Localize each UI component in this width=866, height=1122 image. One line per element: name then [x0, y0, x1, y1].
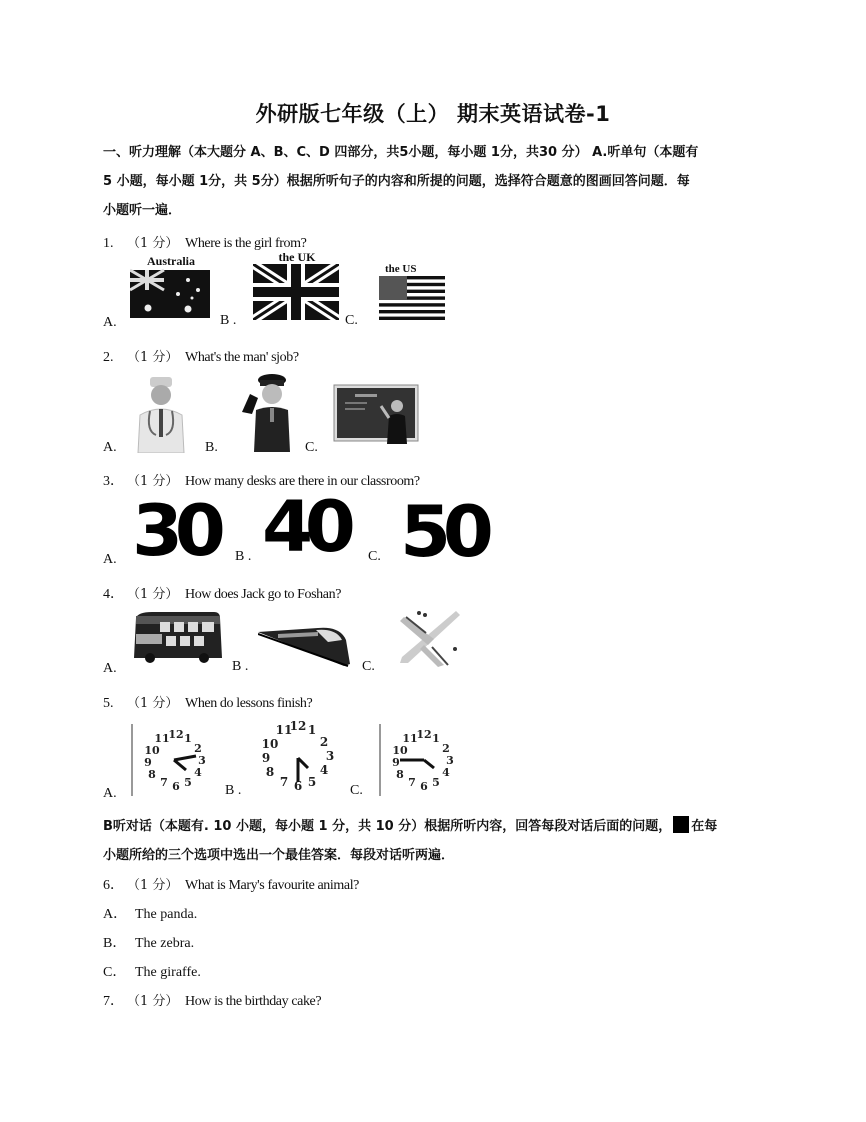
q5-option-c-label[interactable]: C.	[350, 783, 363, 798]
svg-text:8: 8	[396, 768, 404, 781]
us-flag-icon	[379, 276, 445, 320]
uk-flag-icon	[253, 264, 339, 320]
question-3: 3． （1 分） How many desks are there in our classroom?	[103, 474, 420, 489]
svg-text:11: 11	[154, 732, 170, 745]
q1-option-c-label[interactable]: C.	[345, 313, 358, 328]
svg-text:12: 12	[168, 728, 184, 741]
svg-text:9: 9	[261, 751, 271, 765]
section-one-instructions	[103, 138, 773, 225]
svg-text:4: 4	[194, 766, 202, 779]
redaction-block	[673, 816, 689, 833]
svg-text:6: 6	[293, 779, 303, 793]
q4-option-c-label[interactable]: C.	[362, 659, 375, 674]
question-1: 1. （1 分） Where is the girl from?	[103, 236, 307, 251]
policeman-icon	[236, 372, 300, 452]
clock-icon	[378, 720, 464, 798]
clock-icon	[130, 720, 216, 798]
q3-option-a-label[interactable]: A.	[103, 552, 117, 567]
q4-option-a-label[interactable]: A.	[103, 661, 117, 676]
section-b-line-2: 小题所给的三个选项中选出一个最佳答案．每段对话听两遍．	[103, 848, 455, 863]
section-one-line-1: 一、听力理解（本大题分 A、B、C、D 四部分，共5小题，每小题 1分，共30 分） A.听单句（本题有	[103, 145, 699, 160]
svg-text:1: 1	[184, 732, 192, 745]
svg-text:10: 10	[261, 737, 279, 751]
section-one-line-3: 小题听一遍．	[103, 203, 182, 218]
australia-flag-icon	[130, 268, 210, 320]
svg-text:5: 5	[307, 775, 317, 789]
svg-text:11: 11	[402, 732, 418, 745]
svg-text:8: 8	[265, 765, 275, 779]
section-one-line-2: 5 小题，每小题 1分，共 5分）根据所听句子的内容和所提的问题，选择符合题意的图画回答问题．每	[103, 174, 690, 189]
svg-text:1: 1	[432, 732, 440, 745]
svg-text:3: 3	[325, 749, 335, 763]
svg-text:7: 7	[279, 775, 289, 789]
q1-option-a-label[interactable]: A.	[103, 315, 117, 330]
q3-option-b-label[interactable]: B .	[235, 549, 252, 564]
section-b-line-1: B听对话（本题有. 10 小题，每小题 1 分，共 10 分）根据所听内容，回答每段对话后面的问题， 在每	[103, 812, 773, 841]
q5-option-a-label[interactable]: A.	[103, 786, 117, 801]
svg-text:11: 11	[275, 723, 293, 737]
bus-image[interactable]	[132, 610, 224, 664]
plane-icon	[390, 605, 464, 671]
question-5: 5. （1 分） When do lessons finish?	[103, 696, 313, 711]
q6-option-b[interactable]: B． The zebra.	[103, 936, 195, 951]
clock-c-image[interactable]	[378, 720, 464, 798]
q2-option-c-label[interactable]: C.	[305, 440, 318, 455]
svg-text:6: 6	[420, 780, 428, 793]
svg-text:10: 10	[144, 744, 160, 757]
svg-text:12: 12	[289, 719, 307, 733]
svg-text:2: 2	[319, 735, 329, 749]
svg-text:10: 10	[392, 744, 408, 757]
teacher-image[interactable]	[333, 384, 419, 444]
question-6: 6． （1 分） What is Mary's favourite animal?	[103, 878, 359, 893]
number-50-image[interactable]: 50	[399, 491, 486, 573]
number-30-image[interactable]: 30	[131, 490, 218, 572]
q5-option-b-label[interactable]: B .	[225, 783, 242, 798]
q6-option-a[interactable]: A． The panda.	[103, 907, 198, 922]
policeman-image[interactable]	[236, 372, 300, 452]
q2-option-a-label[interactable]: A.	[103, 440, 117, 455]
svg-text:5: 5	[432, 776, 440, 789]
uk-flag-image[interactable]: the UK	[253, 251, 341, 323]
question-7: 7． （1 分） How is the birthday cake?	[103, 994, 322, 1009]
doctor-icon	[130, 375, 192, 453]
q3-option-c-label[interactable]: C.	[368, 549, 381, 564]
q2-option-b-label[interactable]: B.	[205, 440, 218, 455]
q6-option-c[interactable]: C． The giraffe.	[103, 965, 201, 980]
number-40-image[interactable]: 40	[261, 486, 348, 568]
svg-text:4: 4	[319, 763, 329, 777]
q1-option-b-label[interactable]: B .	[220, 313, 237, 328]
svg-text:8: 8	[148, 768, 156, 781]
q4-option-b-label[interactable]: B .	[232, 659, 249, 674]
clock-b-image[interactable]	[252, 714, 344, 798]
us-flag-image[interactable]: the US	[379, 263, 449, 327]
svg-text:3: 3	[198, 754, 206, 767]
clock-a-image[interactable]	[130, 720, 216, 798]
train-image[interactable]	[258, 622, 352, 668]
svg-text:3: 3	[446, 754, 454, 767]
svg-text:12: 12	[416, 728, 432, 741]
section-b-instructions	[103, 812, 773, 870]
svg-text:7: 7	[408, 776, 416, 789]
svg-text:2: 2	[194, 742, 202, 755]
svg-text:9: 9	[144, 756, 152, 769]
doctor-image[interactable]	[130, 375, 192, 453]
train-icon	[258, 622, 352, 668]
teacher-at-blackboard-icon	[333, 384, 419, 444]
plane-image[interactable]	[390, 605, 464, 671]
question-4: 4． （1 分） How does Jack go to Foshan?	[103, 587, 342, 602]
svg-text:4: 4	[442, 766, 450, 779]
clock-icon	[252, 714, 344, 798]
svg-text:2: 2	[442, 742, 450, 755]
svg-text:6: 6	[172, 780, 180, 793]
question-2: 2. （1 分） What's the man' sjob?	[103, 350, 299, 365]
svg-text:5: 5	[184, 776, 192, 789]
bus-icon	[132, 610, 224, 664]
svg-text:9: 9	[392, 756, 400, 769]
australia-flag-image[interactable]: Australia	[130, 254, 212, 326]
svg-text:7: 7	[160, 776, 168, 789]
page-title: 外研版七年级（上） 期末英语试卷-1	[255, 102, 611, 126]
svg-text:1: 1	[307, 723, 317, 737]
